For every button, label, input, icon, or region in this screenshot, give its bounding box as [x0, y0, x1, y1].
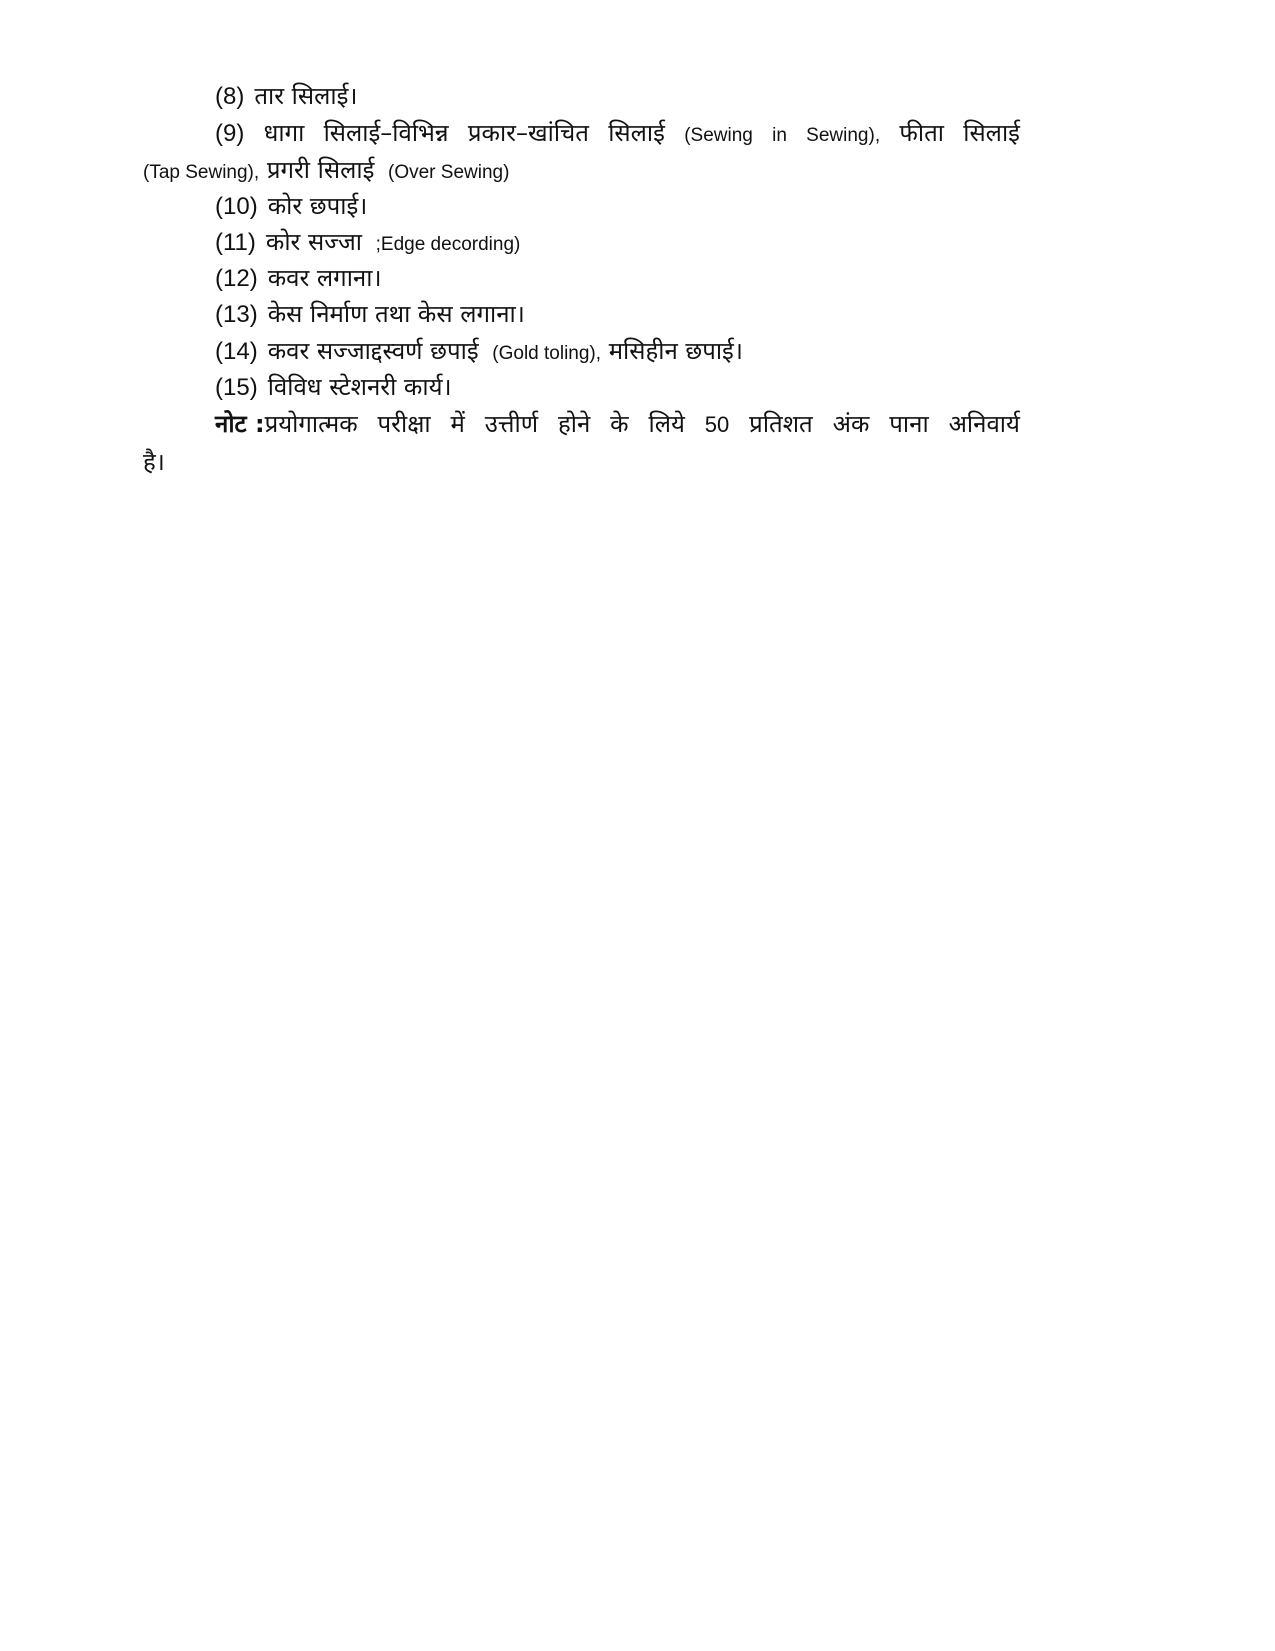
item-text: विविध स्टेशनरी कार्य।: [267, 373, 452, 401]
note-word: अंक: [832, 410, 870, 438]
note-word: पाना: [889, 410, 929, 438]
note-paragraph-continued: [143, 446, 165, 478]
list-item-10: [215, 190, 367, 223]
note-word: होने: [557, 410, 591, 438]
item-word: प्रकार–खांचित: [467, 119, 589, 147]
item-text: कोर सज्जा: [265, 228, 362, 256]
item-number: (14): [215, 338, 258, 365]
item-word: सिलाई–विभिन्न: [323, 119, 449, 147]
note-number: 50: [704, 412, 730, 437]
item-word: फीता: [899, 119, 944, 147]
note-word: के: [610, 410, 629, 438]
note-word: प्रयोगात्मक: [264, 410, 358, 438]
note-word: में: [450, 410, 465, 438]
list-item-11: [215, 226, 520, 261]
note-word: अनिवार्य: [948, 410, 1020, 438]
list-item-14: [215, 335, 743, 370]
list-item-9-continued: [143, 154, 509, 189]
item-text: मसिहीन छपाई।: [608, 337, 743, 365]
item-text: कवर सज्जाद्दस्वर्ण छपाई: [267, 337, 479, 365]
item-text: तार सिलाई।: [254, 82, 358, 110]
note-word: उत्तीर्ण: [484, 410, 539, 438]
list-item-8: [215, 80, 358, 113]
item-number: (12): [215, 265, 258, 292]
note-text: है।: [143, 448, 165, 476]
note-paragraph: [215, 408, 1020, 441]
item-word: सिलाई: [963, 119, 1020, 147]
item-english-text: (Sewing in Sewing),: [684, 125, 881, 146]
note-word: परीक्षा: [377, 410, 431, 438]
note-word: लिये: [648, 410, 685, 438]
item-english-text: ;Edge decording): [375, 234, 521, 255]
list-item-13: [215, 298, 525, 331]
item-number: (13): [215, 301, 258, 328]
item-number: (11): [215, 229, 256, 256]
item-text: कोर छपाई।: [267, 192, 368, 220]
note-label: नोट :: [215, 410, 265, 438]
list-item-9: [215, 117, 1020, 152]
item-text: केस निर्माण तथा केस लगाना।: [267, 300, 525, 328]
item-text: कवर लगाना।: [267, 264, 382, 292]
note-word: प्रतिशत: [749, 410, 813, 438]
item-english-text: (Over Sewing): [388, 162, 510, 183]
list-item-15: [215, 371, 452, 404]
item-number: (10): [215, 193, 258, 220]
item-english-text: (Gold toling),: [492, 343, 602, 364]
item-text: प्रगरी सिलाई: [266, 156, 375, 184]
item-number: (8): [215, 83, 245, 110]
item-word: सिलाई: [608, 119, 665, 147]
item-number: (15): [215, 374, 258, 401]
item-number: (9): [215, 120, 245, 147]
item-word: धागा: [263, 119, 305, 147]
list-item-12: [215, 262, 382, 295]
item-english-text: (Tap Sewing),: [143, 162, 260, 183]
